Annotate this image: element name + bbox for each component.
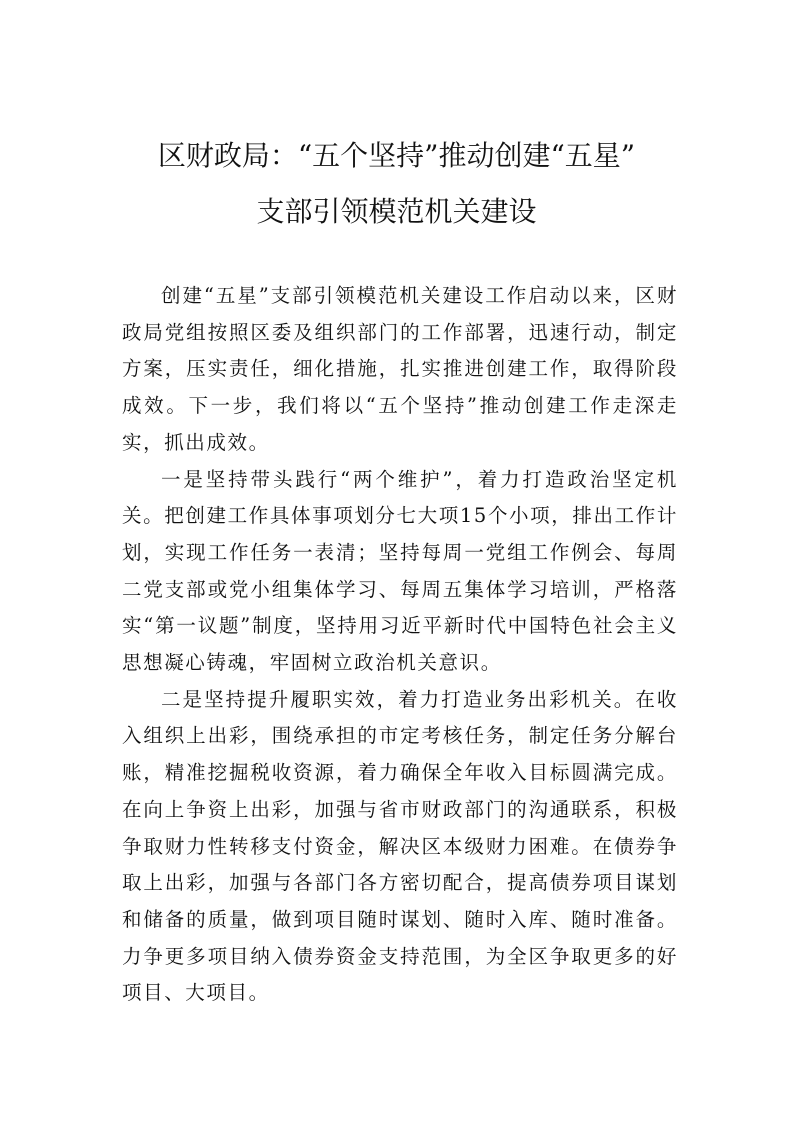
paragraph-point-one: 一是坚持带头践行“两个维护”，着力打造政治坚定机关。把创建工作具体事项划分七大项15个小项，排出工作计划，实现工作任务一表清；坚持每周一党组工作例会、每周二党支部或党小组集体学习、每周五集体学习培训，严格落实“第一议题”制度，坚持用习近平新时代中国特色社会主义思想凝心铸魂，牢固树立政治机关意识。 bbox=[122, 467, 678, 675]
paragraph-point-two: 二是坚持提升履职实效，着力打造业务出彩机关。在收入组织上出彩，围绕承担的市定考核任务，制定任务分解台账，精准挖掘税收资源，着力确保全年收入目标圆满完成。在向上争资上出彩，加强与省市财政部门的沟通联系，积极争取财力性转移支付资金，解决区本级财力困难。在债券争取上出彩，加强与各部门各方密切配合，提高债券项目谋划和储备的质量，做到项目随时谋划、随时入库、随时准备。力争更多项目纳入债券资金支持范围，为全区争取更多的好项目、大项目。 bbox=[122, 687, 678, 1005]
document-body bbox=[122, 278, 678, 1012]
paragraph-intro: 创建“五星”支部引领模范机关建设工作启动以来，区财政局党组按照区委及组织部门的工作部署，迅速行动，制定方案，压实责任，细化措施，扎实推进创建工作，取得阶段成效。下一步，我们将以“五个坚持”推动创建工作走深走实，抓出成效。 bbox=[122, 284, 678, 454]
document-title-line-2: 支部引领模范机关建设 bbox=[256, 195, 537, 228]
document-title-line-1: 区财政局：“五个坚持”推动创建“五星” bbox=[157, 139, 636, 172]
